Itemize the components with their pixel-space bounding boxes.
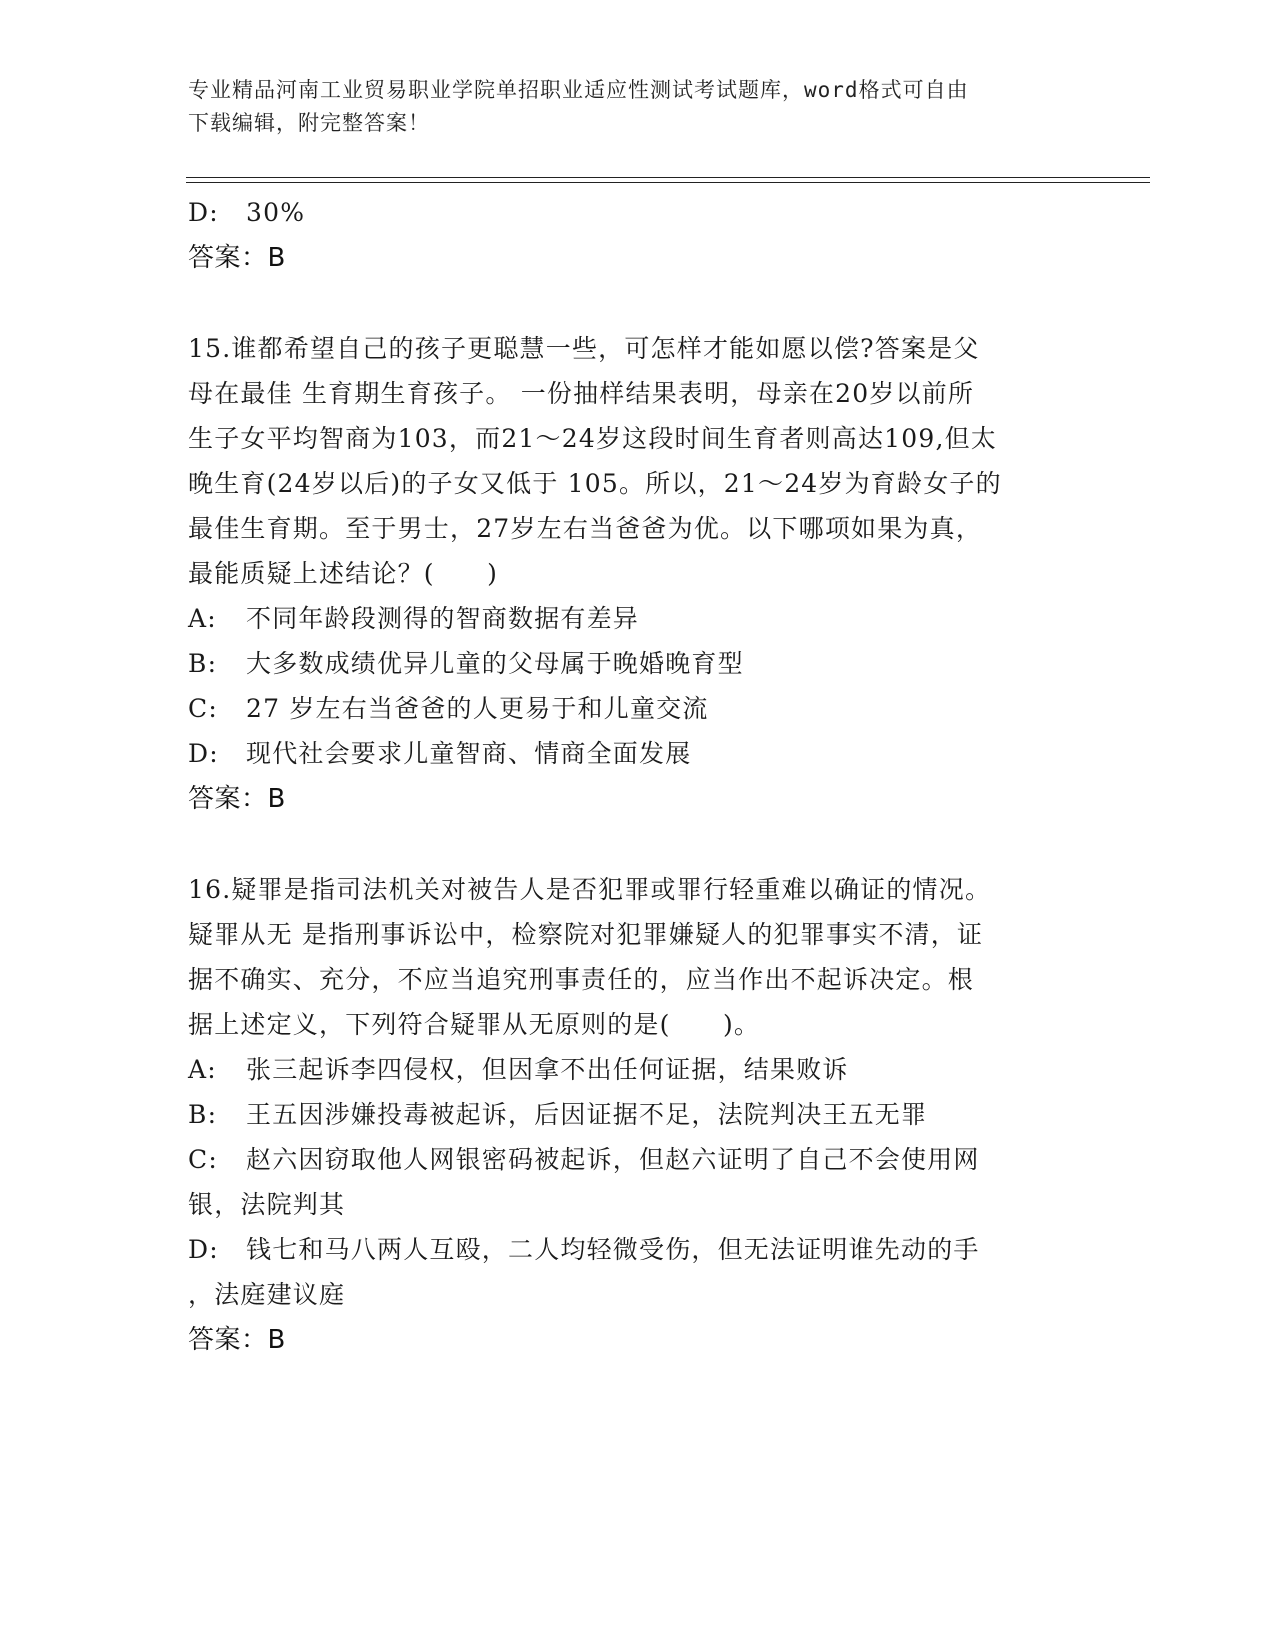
option-text: 赵六因窃取他人网银密码被起诉，但赵六证明了自己不会使用网 bbox=[246, 1145, 980, 1174]
question-content bbox=[188, 190, 1088, 1363]
q16-option-c-continued: 银，法院判其 bbox=[188, 1190, 346, 1219]
q15-stem-line: 晚生育(24岁以后)的子女又低于 105。所以，21～24岁为育龄女子的 bbox=[188, 469, 1002, 498]
q15-stem-line: 最佳生育期。至于男士，27岁左右当爸爸为优。以下哪项如果为真， bbox=[188, 514, 983, 543]
q16-option-d-continued: ，法庭建议庭 bbox=[188, 1280, 346, 1309]
header-divider-bottom bbox=[186, 182, 1150, 183]
question-16 bbox=[188, 867, 1088, 1363]
option-text: 27 岁左右当爸爸的人更易于和儿童交流 bbox=[246, 694, 709, 723]
option-text: 大多数成绩优异儿童的父母属于晚婚晚育型 bbox=[246, 649, 744, 678]
q16-stem-line: 据不确实、充分，不应当追究刑事责任的，应当作出不起诉决定。根 bbox=[188, 965, 975, 994]
option-label: D: bbox=[188, 198, 219, 227]
option-label: A: bbox=[188, 604, 217, 633]
option-label: D: bbox=[188, 739, 219, 768]
question-15 bbox=[188, 326, 1088, 822]
option-text: 王五因涉嫌投毒被起诉，后因证据不足，法院判决王五无罪 bbox=[246, 1100, 928, 1129]
q15-option-a bbox=[188, 596, 1088, 641]
q16-stem-line: 疑罪从无 是指刑事诉讼中，检察院对犯罪嫌疑人的犯罪事实不清，证 bbox=[188, 920, 984, 949]
q15-stem-line: 最能质疑上述结论？( ) bbox=[188, 559, 499, 588]
prev-answer: 答案：B bbox=[188, 243, 286, 273]
option-text: 张三起诉李四侵权，但因拿不出任何证据，结果败诉 bbox=[246, 1055, 849, 1084]
q16-option-b bbox=[188, 1092, 1088, 1137]
option-label: A: bbox=[188, 1055, 217, 1084]
q16-stem-line: 16.疑罪是指司法机关对被告人是否犯罪或罪行轻重难以确证的情况。 bbox=[188, 875, 992, 904]
q16-stem-line: 据上述定义，下列符合疑罪从无原则的是( )。 bbox=[188, 1010, 761, 1039]
option-text: 现代社会要求儿童智商、情商全面发展 bbox=[246, 739, 692, 768]
prev-option-d bbox=[188, 190, 1088, 235]
q15-option-c bbox=[188, 686, 1088, 731]
option-text: 钱七和马八两人互殴，二人均轻微受伤，但无法证明谁先动的手 bbox=[246, 1235, 980, 1264]
q15-stem-line: 母在最佳 生育期生育孩子。 一份抽样结果表明，母亲在20岁以前所 bbox=[188, 379, 975, 408]
page-header bbox=[188, 74, 1068, 140]
q16-option-a bbox=[188, 1047, 1088, 1092]
header-divider-top bbox=[186, 177, 1150, 178]
option-label: D: bbox=[188, 1235, 219, 1264]
option-label: C: bbox=[188, 694, 218, 723]
option-text: 不同年龄段测得的智商数据有差异 bbox=[246, 604, 640, 633]
option-label: C: bbox=[188, 1145, 218, 1174]
q15-answer: 答案：B bbox=[188, 784, 286, 814]
q16-option-c bbox=[188, 1137, 1088, 1182]
q15-stem-line: 15.谁都希望自己的孩子更聪慧一些，可怎样才能如愿以偿?答案是父 bbox=[188, 334, 980, 363]
header-line-2: 下载编辑，附完整答案！ bbox=[188, 111, 430, 135]
option-text: 30% bbox=[246, 198, 306, 227]
q15-option-b bbox=[188, 641, 1088, 686]
header-line-1: 专业精品河南工业贸易职业学院单招职业适应性测试考试题库，word格式可自由 bbox=[188, 78, 969, 102]
q15-stem-line: 生子女平均智商为103，而21～24岁这段时间生育者则高达109,但太 bbox=[188, 424, 998, 453]
option-label: B: bbox=[188, 1100, 218, 1129]
option-label: B: bbox=[188, 649, 218, 678]
q16-answer: 答案：B bbox=[188, 1325, 286, 1355]
q16-option-d bbox=[188, 1227, 1088, 1272]
q15-option-d bbox=[188, 731, 1088, 776]
